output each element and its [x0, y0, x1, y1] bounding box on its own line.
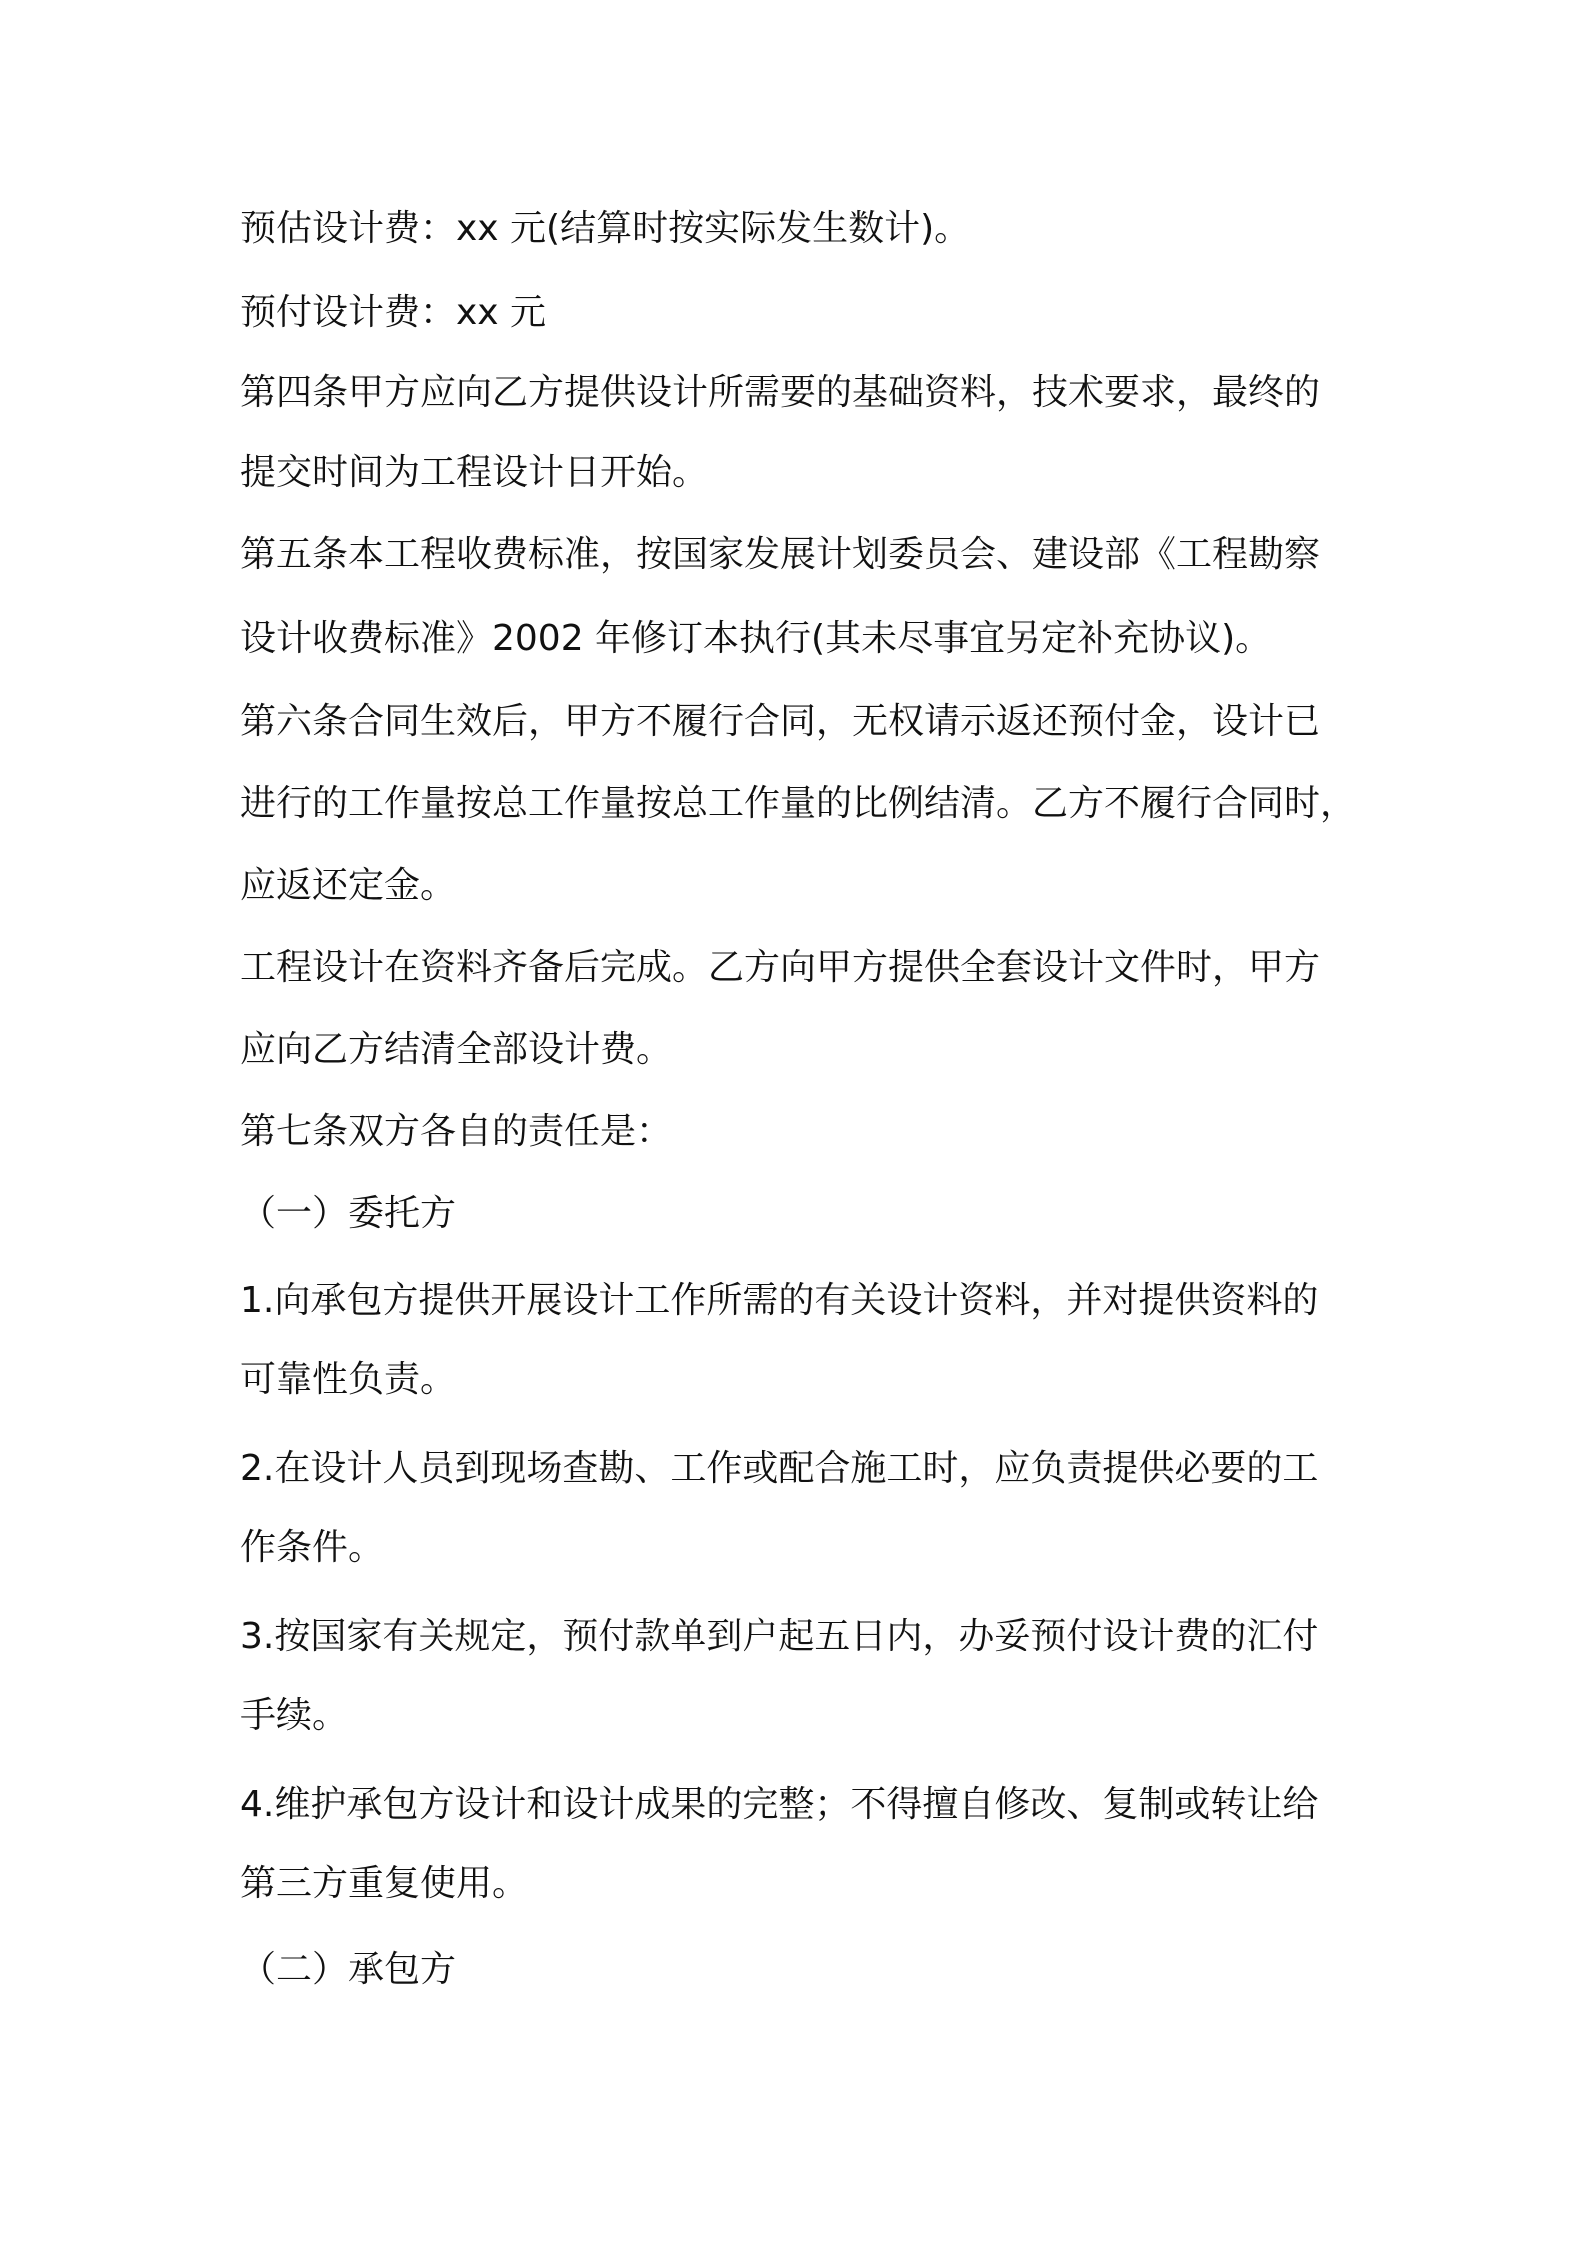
- text-line-item-1: 1.向承包方提供开展设计工作所需的有关设计资料，并对提供资料的: [240, 1280, 1319, 1321]
- text-line-article-7: 第七条双方各自的责任是：: [240, 1111, 673, 1152]
- text-line-article-5-cont: 设计收费标准》2002 年修订本执行(其未尽事宜另定补充协议)。: [240, 618, 1272, 659]
- text-line-item-2: 2.在设计人员到现场查勘、工作或配合施工时，应负责提供必要的工: [240, 1448, 1319, 1489]
- text-line-estimated-fee: 预估设计费：xx 元(结算时按实际发生数计)。: [240, 208, 971, 249]
- text-line-article-4-cont: 提交时间为工程设计日开始。: [240, 452, 709, 493]
- text-line-item-3-cont: 手续。: [240, 1695, 349, 1736]
- section-heading-contractor: （二）承包方: [240, 1949, 457, 1990]
- section-heading-client: （一）委托方: [240, 1193, 457, 1234]
- text-line-design-completion-cont: 应向乙方结清全部设计费。: [240, 1029, 673, 1070]
- text-line-prepaid-fee: 预付设计费：xx 元: [240, 292, 547, 333]
- text-line-article-4: 第四条甲方应向乙方提供设计所需要的基础资料，技术要求，最终的: [240, 372, 1321, 413]
- text-line-item-1-cont: 可靠性负责。: [240, 1359, 457, 1400]
- document-body: [240, 208, 1375, 1991]
- text-line-design-completion: 工程设计在资料齐备后完成。乙方向甲方提供全套设计文件时，甲方: [240, 947, 1321, 988]
- text-line-item-4-cont: 第三方重复使用。: [240, 1863, 529, 1904]
- text-line-item-4: 4.维护承包方设计和设计成果的完整；不得擅自修改、复制或转让给: [240, 1784, 1319, 1825]
- text-line-article-6-cont: 进行的工作量按总工作量按总工作量的比例结清。乙方不履行合同时，: [240, 783, 1357, 824]
- text-line-item-3: 3.按国家有关规定，预付款单到户起五日内，办妥预付设计费的汇付: [240, 1616, 1319, 1657]
- text-line-article-6-end: 应返还定金。: [240, 865, 457, 906]
- text-line-item-2-cont: 作条件。: [240, 1527, 385, 1568]
- text-line-article-5: 第五条本工程收费标准，按国家发展计划委员会、建设部《工程勘察: [240, 534, 1321, 575]
- text-line-article-6: 第六条合同生效后，甲方不履行合同，无权请示返还预付金，设计已: [240, 701, 1321, 742]
